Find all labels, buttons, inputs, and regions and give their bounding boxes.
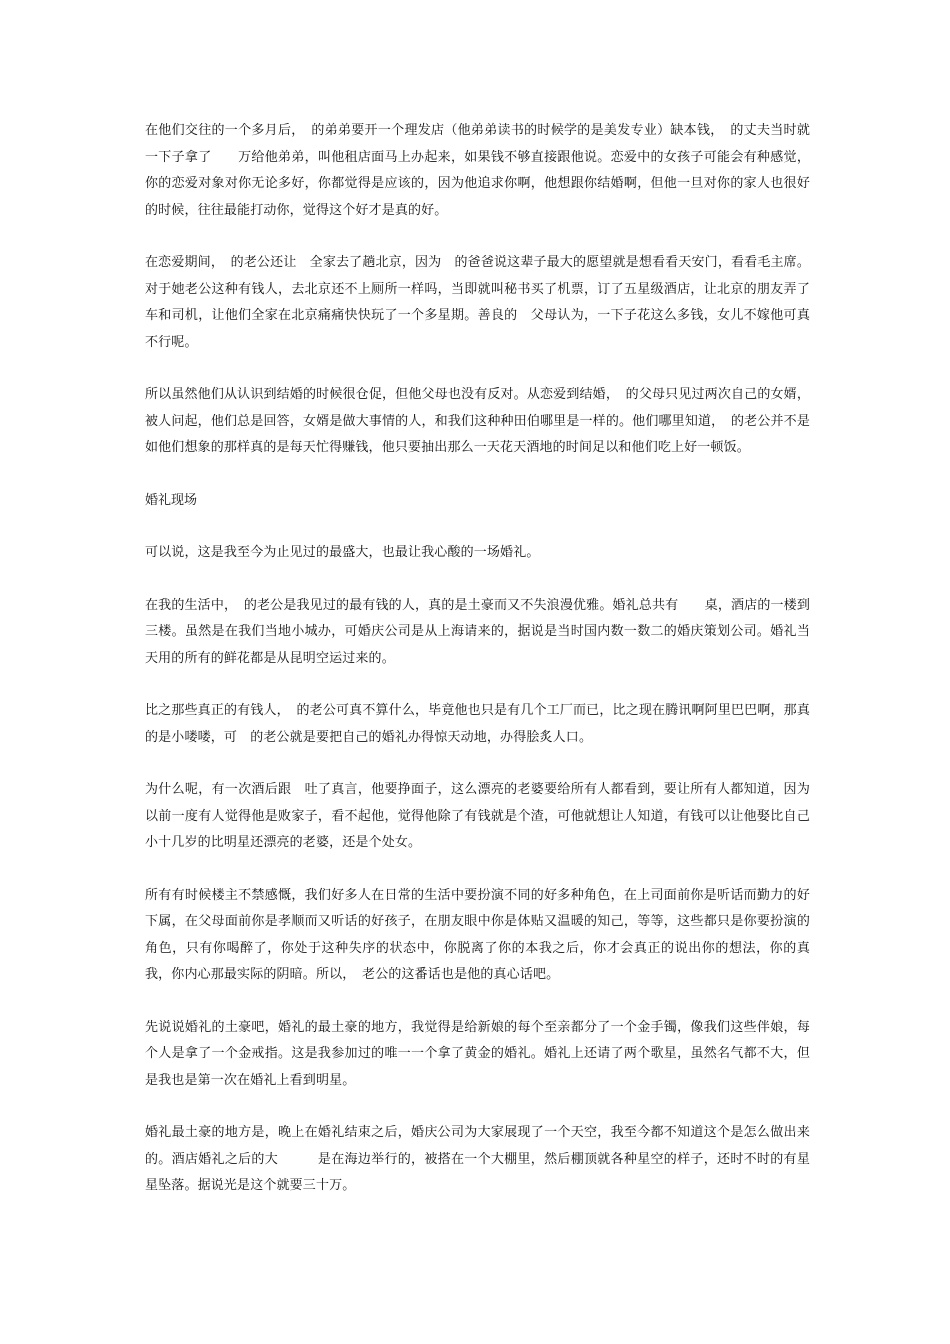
paragraph-8: 所有有时候楼主不禁感慨，我们好多人在日常的生活中要扮演不同的好多种角色，在上司面前你是听话而勤力的好下属，在父母面前你是孝顺而又听话的好孩子，在朋友眼中你是体贴又温暖的知己，等等，这些都只是你要扮演的角色，只有你喝醉了，你处于这种失序的状态中，你脱离了你的本我之后，你才会真正的说出你的想法，你的真我，你内心那最实际的阴暗。所以， 老公的这番话也是他的真心话吧。 (145, 887, 810, 982)
section-heading: 婚礼现场 (145, 492, 198, 508)
paragraph-2: 在恋爱期间， 的老公还让 全家去了趟北京，因为 的爸爸说这辈子最大的愿望就是想看看天安门，看看毛主席。对于她老公这种有钱人，去北京还不上厕所一样吗，当即就叫秘书买了机票，订了五星级酒店，让北京的朋友弄了车和司机，让他们全家在北京痛痛快快玩了一个多星期。善良的 父母认为，一下子花这么多钱，女儿不嫁他可真不行呢。 (145, 255, 810, 350)
document-body (145, 118, 810, 1226)
paragraph-6: 比之那些真正的有钱人， 的老公可真不算什么，毕竟他也只是有几个工厂而已，比之现在腾讯啊阿里巴巴啊，那真的是小喽喽，可 的老公就是要把自己的婚礼办得惊天动地，办得脍炙人口。 (145, 703, 810, 745)
paragraph-7: 为什么呢，有一次酒后跟 吐了真言，他要挣面子，这么漂亮的老婆要给所有人都看到，要让所有人都知道，因为以前一度有人觉得他是败家子，看不起他，觉得他除了有钱就是个渣，可他就想让人知道，有钱可以让他娶比自己小十几岁的比明星还漂亮的老婆，还是个处女。 (145, 782, 810, 850)
paragraph-10: 婚礼最土豪的地方是，晚上在婚礼结束之后，婚庆公司为大家展现了一个天空，我至今都不知道这个是怎么做出来的。酒店婚礼之后的大 是在海边举行的，被搭在一个大棚里，然后棚顶就各种星空的样子，还时不时的有星星坠落。据说光是这个就要三十万。 (145, 1125, 810, 1193)
paragraph-4: 可以说，这是我至今为止见过的最盛大，也最让我心酸的一场婚礼。 (145, 545, 540, 560)
paragraph-9: 先说说婚礼的土豪吧，婚礼的最土豪的地方，我觉得是给新娘的每个至亲都分了一个金手镯，像我们这些伴娘，每个人是拿了一个金戒指。这是我参加过的唯一一个拿了黄金的婚礼。婚礼上还请了两个歌星，虽然名气都不大，但是我也是第一次在婚礼上看到明星。 (145, 1019, 810, 1088)
paragraph-3: 所以虽然他们从认识到结婚的时候很仓促，但他父母也没有反对。从恋爱到结婚， 的父母只见过两次自己的女婿，被人问起，他们总是回答，女婿是做大事情的人，和我们这种种田伯哪里是一样的。他们哪里知道， 的老公并不是如他们想象的那样真的是每天忙得赚钱，他只要抽出那么一天花天酒地的时间足以和他们吃上好一顿饭。 (145, 387, 810, 455)
paragraph-5: 在我的生活中， 的老公是我见过的最有钱的人，真的是土豪而又不失浪漫优雅。婚礼总共有 桌，酒店的一楼到三楼。虽然是在我们当地小城办，可婚庆公司是从上海请来的，据说是当时国内数一数二的婚庆策划公司。婚礼当天用的所有的鲜花都是从昆明空运过来的。 (145, 597, 810, 666)
paragraph-1: 在他们交往的一个多月后， 的弟弟要开一个理发店（他弟弟读书的时候学的是美发专业）缺本钱， 的丈夫当时就一下子拿了 万给他弟弟，叫他租店面马上办起来，如果钱不够直接跟他说。恋爱中的女孩子可能会有种感觉，你的恋爱对象对你无论多好，你都觉得是应该的，因为他追求你啊，他想跟你结婚啊，但他一旦对你的家人也很好的时候，往往最能打动你，觉得这个好才是真的好。 (145, 123, 810, 218)
